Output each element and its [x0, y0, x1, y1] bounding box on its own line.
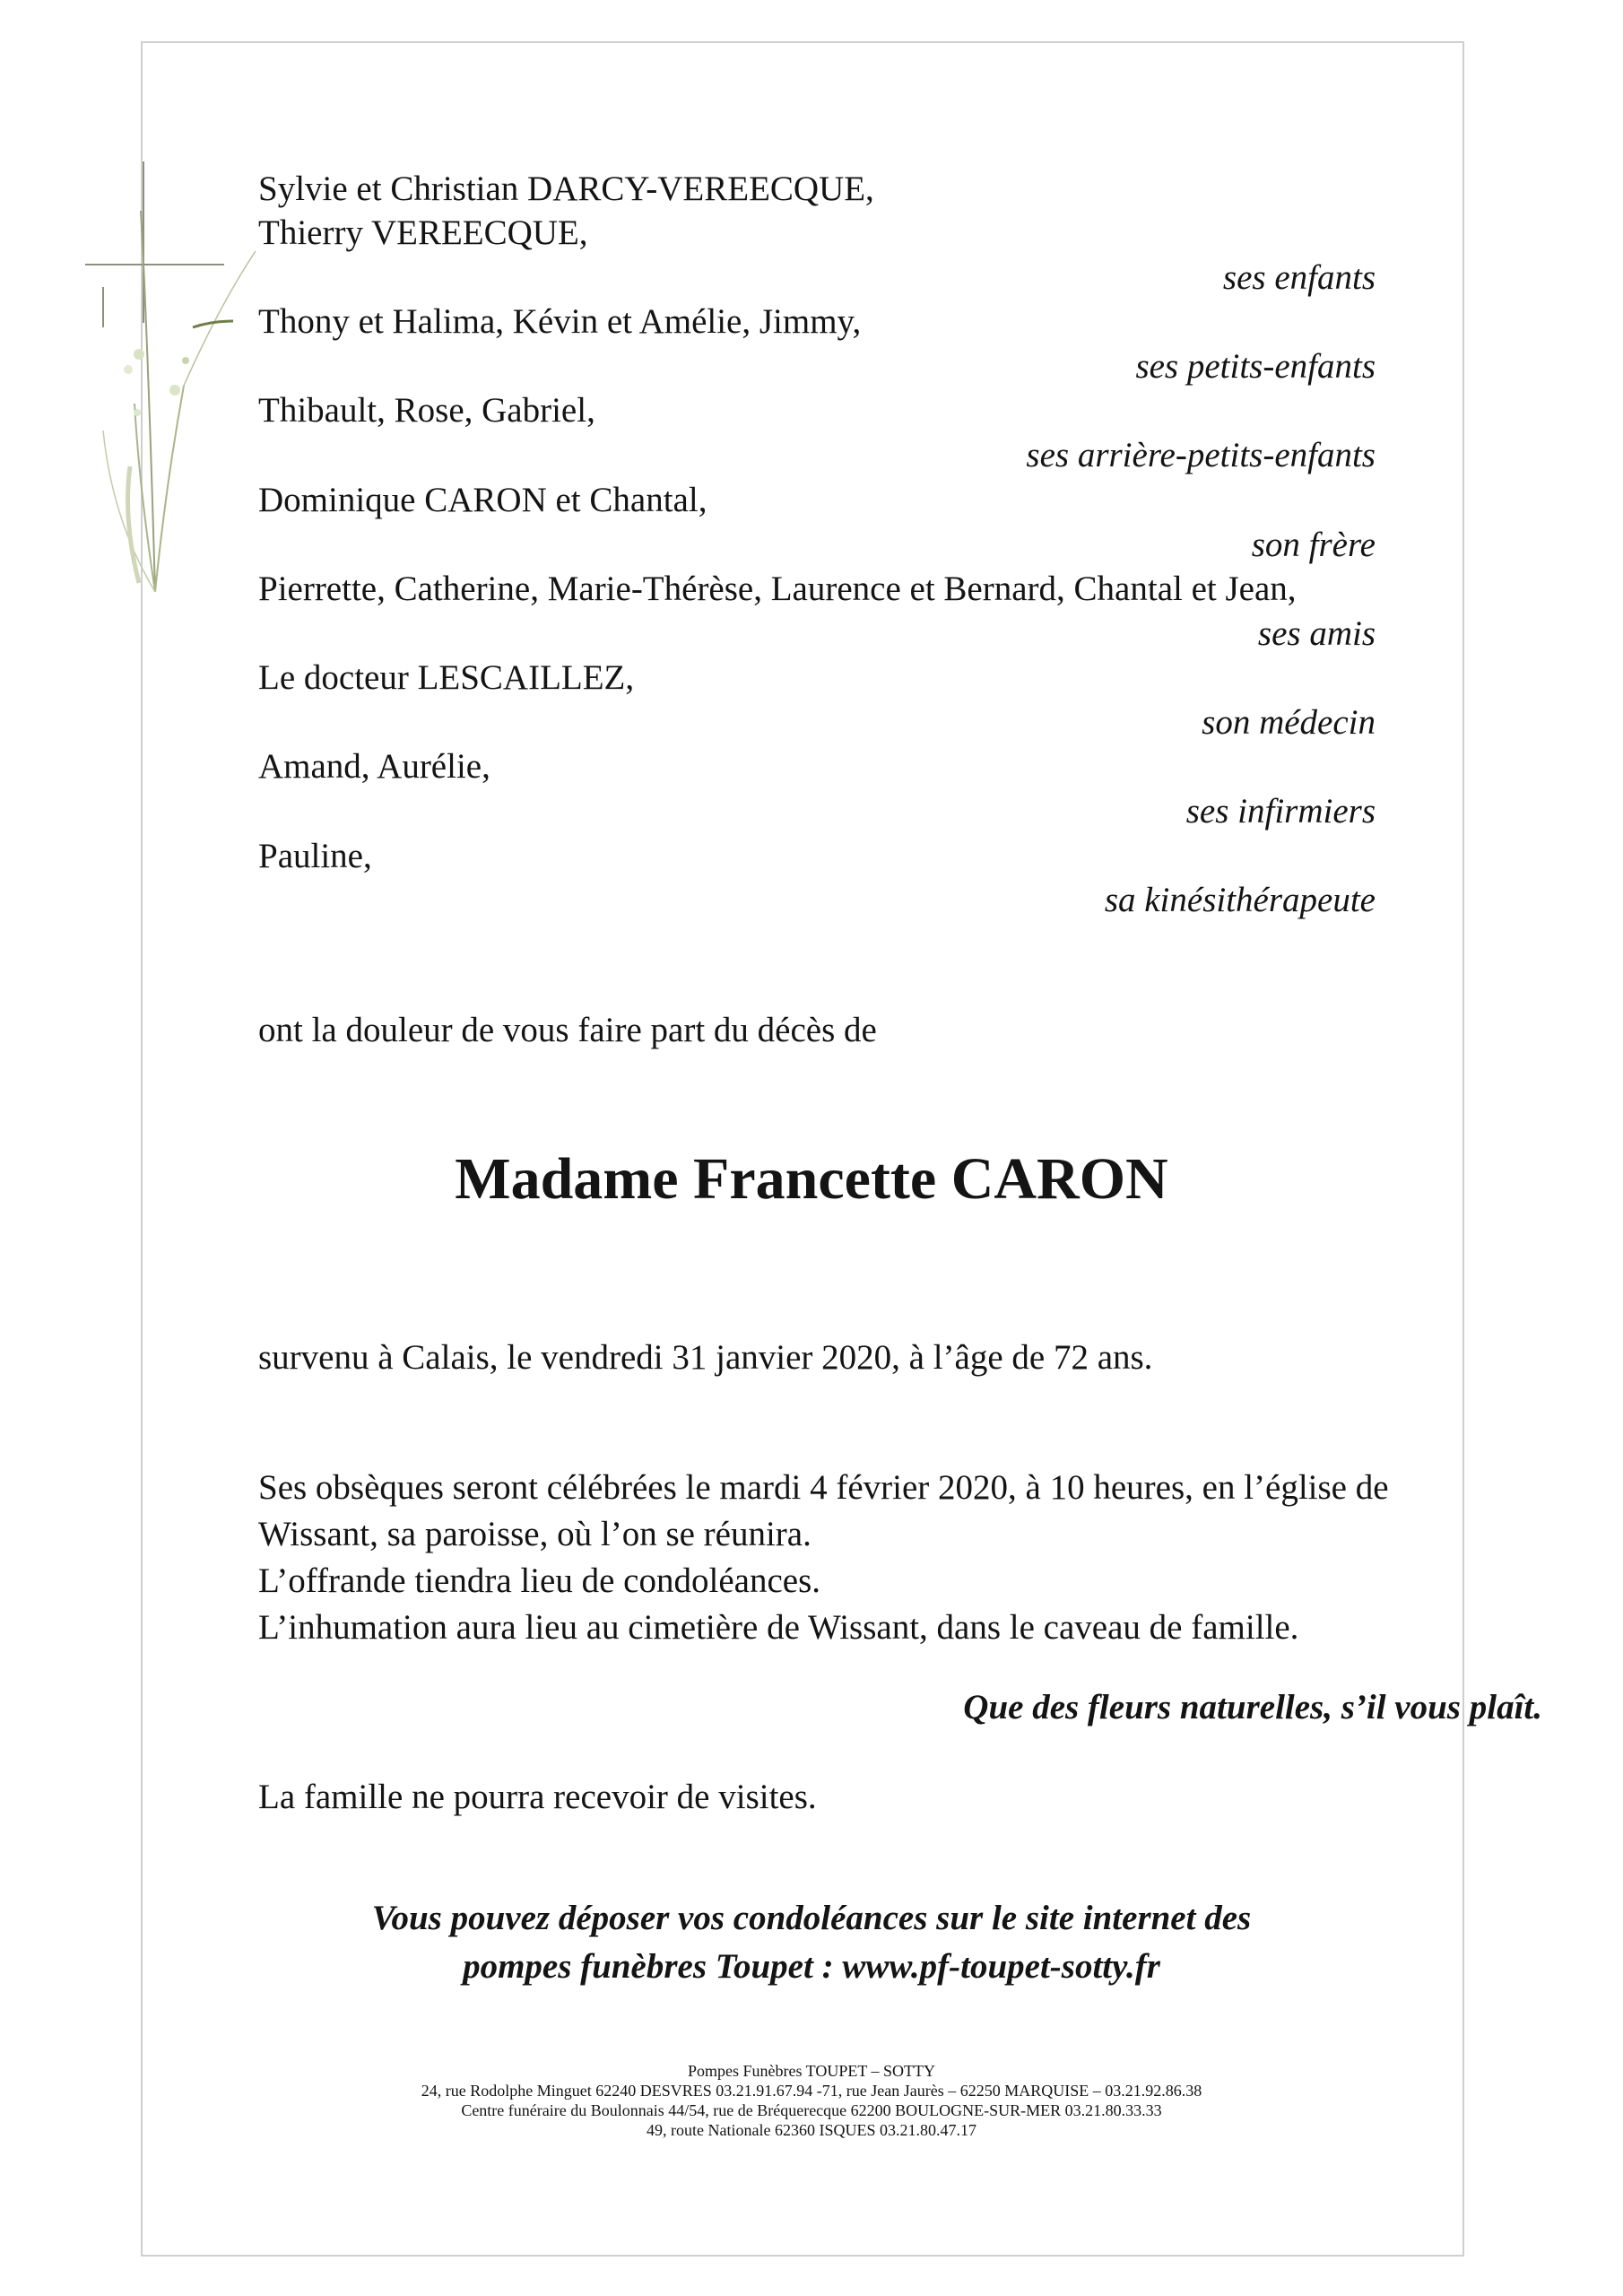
condolences-line-2: pompes funèbres Toupet : www.pf-toupet-sotty.fr	[463, 1947, 1160, 1986]
relation-label-8: sa kinésithérapeute	[1104, 881, 1376, 919]
footer-address-2: Centre funéraire du Boulonnais 44/54, rue de Bréquerecque 62200 BOULOGNE-SUR-MER 03.21.80.33.33	[461, 2101, 1162, 2119]
footer-company: Pompes Funèbres TOUPET – SOTTY	[687, 2062, 935, 2080]
family-line-4: Thibault, Rose, Gabriel,	[258, 391, 595, 430]
family-line-5: Dominique CARON et Chantal,	[258, 481, 707, 519]
family-line-9: Pauline,	[258, 837, 372, 875]
visits-note: La famille ne pourra recevoir de visites.	[258, 1778, 817, 1816]
footer-address-1: 24, rue Rodolphe Minguet 62240 DESVRES 03.21.91.67.94 -71, rue Jean Jaurès – 62250 MARQUISE – 03.21.92.86.38	[421, 2082, 1202, 2100]
relation-label-5: ses amis	[1257, 614, 1376, 653]
footer-address-3: 49, route Nationale 62360 ISQUES 03.21.80.47.17	[647, 2121, 976, 2139]
relation-label-2: ses petits-enfants	[1135, 347, 1376, 386]
family-line-6: Pierrette, Catherine, Marie-Thérèse, Laurence et Bernard, Chantal et Jean,	[258, 570, 1297, 608]
funeral-home-footer	[0, 2061, 1623, 2140]
funeral-line-3: L’offrande tiendra lieu de condoléances.	[258, 1561, 820, 1600]
funeral-line-4: L’inhumation aura lieu au cimetière de Wissant, dans le caveau de famille.	[258, 1608, 1299, 1647]
relation-label-3: ses arrière-petits-enfants	[1026, 436, 1376, 474]
family-line-2: Thierry VEREECQUE,	[258, 213, 588, 252]
relation-label-1: ses enfants	[1222, 258, 1376, 297]
relation-label-4: son frère	[1251, 526, 1376, 564]
funeral-line-2: Wissant, sa paroisse, où l’on se réunira.	[258, 1515, 812, 1553]
intro-text: ont la douleur de vous faire part du décès de	[258, 1011, 877, 1049]
family-line-3: Thony et Halima, Kévin et Amélie, Jimmy,	[258, 302, 862, 341]
family-line-7: Le docteur LESCAILLEZ,	[258, 658, 635, 697]
relation-label-6: son médecin	[1202, 703, 1376, 742]
family-line-1: Sylvie et Christian DARCY-VEREECQUE,	[258, 170, 874, 208]
relation-label-7: ses infirmiers	[1185, 792, 1376, 831]
flowers-note: Que des fleurs naturelles, s’il vous plaît.	[963, 1688, 1542, 1726]
death-details: survenu à Calais, le vendredi 31 janvier 2020, à l’âge de 72 ans.	[258, 1338, 1153, 1377]
condolences-line-1: Vous pouvez déposer vos condoléances sur le site internet des	[371, 1899, 1252, 1937]
funeral-line-1: Ses obsèques seront célébrées le mardi 4 février 2020, à 10 heures, en l’église de	[258, 1468, 1389, 1507]
cross-and-lily-decoration-icon	[85, 161, 265, 601]
family-line-8: Amand, Aurélie,	[258, 747, 490, 786]
deceased-name: Madame Francette CARON	[455, 1146, 1168, 1212]
condolences-notice	[0, 1894, 1623, 1991]
